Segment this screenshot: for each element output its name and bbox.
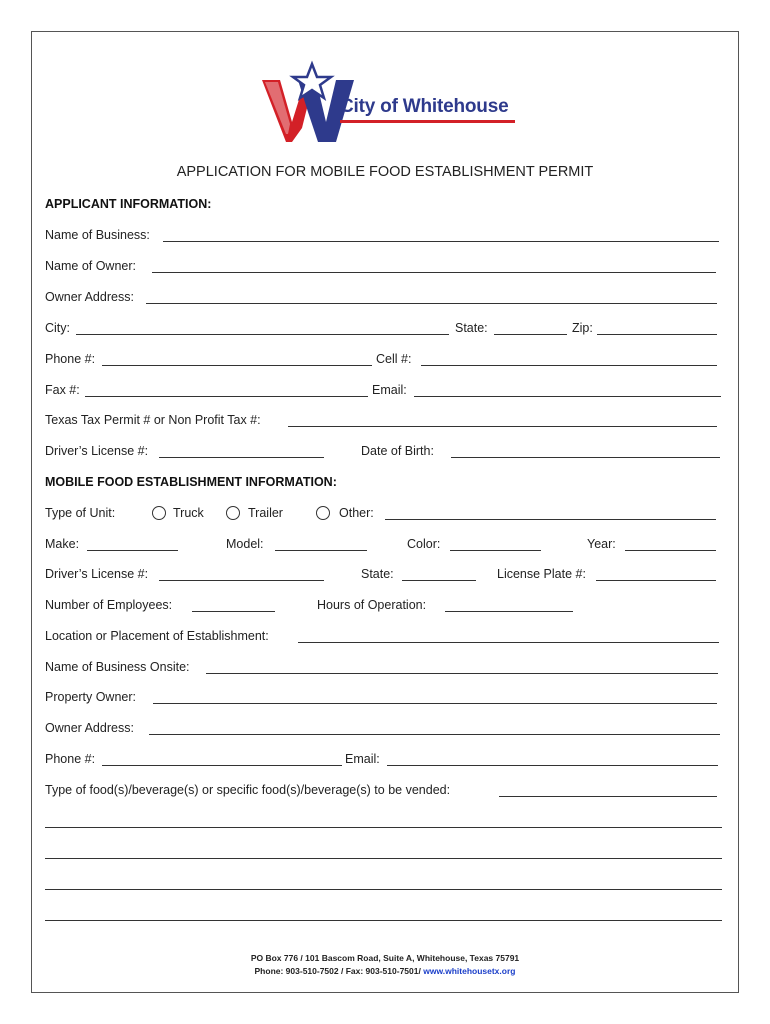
other-field[interactable] [385, 519, 716, 520]
property-owner-label: Property Owner: [45, 690, 137, 704]
dob-label: Date of Birth: [361, 444, 434, 458]
dob-field[interactable] [451, 457, 720, 458]
city-name-logo-text: City of Whitehouse [340, 96, 509, 117]
row-owner-name [45, 259, 722, 277]
vehicle-drivers-license-field[interactable] [159, 580, 324, 581]
zip-label: Zip: [572, 321, 593, 335]
license-plate-field[interactable] [596, 580, 716, 581]
hours-label: Hours of Operation: [317, 598, 427, 612]
truck-label: Truck [173, 506, 204, 520]
property-phone-field[interactable] [102, 765, 342, 766]
property-email-field[interactable] [387, 765, 718, 766]
color-label: Color: [407, 537, 441, 551]
color-field[interactable] [450, 550, 541, 551]
row-food-types [45, 783, 722, 801]
vehicle-state-label: State: [361, 567, 394, 581]
trailer-label: Trailer [248, 506, 283, 520]
zip-field[interactable] [597, 334, 717, 335]
email-label: Email: [372, 383, 407, 397]
footer-phone-fax: Phone: 903-510-7502 / Fax: 903-510-7501/ [254, 966, 421, 976]
make-field[interactable] [87, 550, 178, 551]
food-types-line[interactable] [45, 827, 722, 828]
owner-address-field[interactable] [146, 303, 717, 304]
row-phone-cell [45, 352, 722, 370]
row-property-owner-address [45, 721, 722, 739]
license-plate-label: License Plate #: [497, 567, 586, 581]
row-license-state-plate [45, 567, 722, 585]
employees-label: Number of Employees: [45, 598, 173, 612]
property-owner-address-label: Owner Address: [45, 721, 134, 735]
food-types-line[interactable] [45, 920, 722, 921]
footer-contact [0, 966, 770, 976]
form-title: APPLICATION FOR MOBILE FOOD ESTABLISHMENT PERMIT [176, 164, 594, 180]
row-property-phone-email [45, 752, 722, 770]
business-name-field[interactable] [163, 241, 719, 242]
other-label: Other: [339, 506, 374, 520]
food-types-line[interactable] [45, 858, 722, 859]
property-owner-field[interactable] [153, 703, 717, 704]
row-onsite-business [45, 660, 722, 678]
row-employees-hours [45, 598, 722, 616]
row-fax-email [45, 383, 722, 401]
other-radio[interactable] [316, 506, 330, 520]
tax-permit-label: Texas Tax Permit # or Non Profit Tax #: [45, 413, 261, 427]
state-label: State: [455, 321, 488, 335]
property-email-label: Email: [345, 752, 380, 766]
city-field[interactable] [76, 334, 449, 335]
food-types-line[interactable] [45, 889, 722, 890]
row-unit-type [45, 506, 722, 524]
applicant-section-heading: APPLICANT INFORMATION: [45, 197, 212, 211]
row-business-name [45, 228, 722, 246]
hours-field[interactable] [445, 611, 573, 612]
row-location [45, 629, 722, 647]
onsite-business-field[interactable] [206, 673, 718, 674]
model-label: Model: [226, 537, 264, 551]
row-city-state-zip [45, 321, 722, 339]
row-tax-permit [45, 413, 722, 431]
fax-label: Fax #: [45, 383, 80, 397]
tax-permit-field[interactable] [288, 426, 717, 427]
cell-field[interactable] [421, 365, 717, 366]
row-license-dob [45, 444, 722, 462]
location-label: Location or Placement of Establishment: [45, 629, 269, 643]
row-owner-address [45, 290, 722, 308]
email-field[interactable] [414, 396, 721, 397]
row-property-owner [45, 690, 722, 708]
onsite-business-label: Name of Business Onsite: [45, 660, 190, 674]
model-field[interactable] [275, 550, 367, 551]
phone-field[interactable] [102, 365, 372, 366]
vehicle-state-field[interactable] [402, 580, 476, 581]
owner-address-label: Owner Address: [45, 290, 134, 304]
owner-name-label: Name of Owner: [45, 259, 137, 273]
phone-label: Phone #: [45, 352, 96, 366]
row-make-model-color-year [45, 537, 722, 555]
employees-field[interactable] [192, 611, 275, 612]
state-field[interactable] [494, 334, 567, 335]
drivers-license-field[interactable] [159, 457, 324, 458]
business-name-label: Name of Business: [45, 228, 150, 242]
vehicle-drivers-license-label: Driver’s License #: [45, 567, 149, 581]
trailer-radio[interactable] [226, 506, 240, 520]
location-field[interactable] [298, 642, 719, 643]
food-types-label: Type of food(s)/beverage(s) or specific food(s)/beverage(s) to be vended: [45, 783, 451, 797]
mobile-section-heading: MOBILE FOOD ESTABLISHMENT INFORMATION: [45, 475, 337, 489]
property-phone-label: Phone #: [45, 752, 96, 766]
city-logo [262, 60, 522, 150]
owner-name-field[interactable] [152, 272, 716, 273]
make-label: Make: [45, 537, 80, 551]
footer-address: PO Box 776 / 101 Bascom Road, Suite A, Whitehouse, Texas 75791 [250, 953, 520, 963]
cell-label: Cell #: [376, 352, 412, 366]
property-owner-address-field[interactable] [149, 734, 720, 735]
website-link[interactable]: www.whitehousetx.org [423, 966, 516, 976]
city-label: City: [45, 321, 70, 335]
logo-underline [340, 120, 515, 123]
unit-type-label: Type of Unit: [45, 506, 116, 520]
food-types-field[interactable] [499, 796, 717, 797]
truck-radio[interactable] [152, 506, 166, 520]
year-field[interactable] [625, 550, 716, 551]
year-label: Year: [587, 537, 616, 551]
fax-field[interactable] [85, 396, 368, 397]
drivers-license-label: Driver’s License #: [45, 444, 149, 458]
